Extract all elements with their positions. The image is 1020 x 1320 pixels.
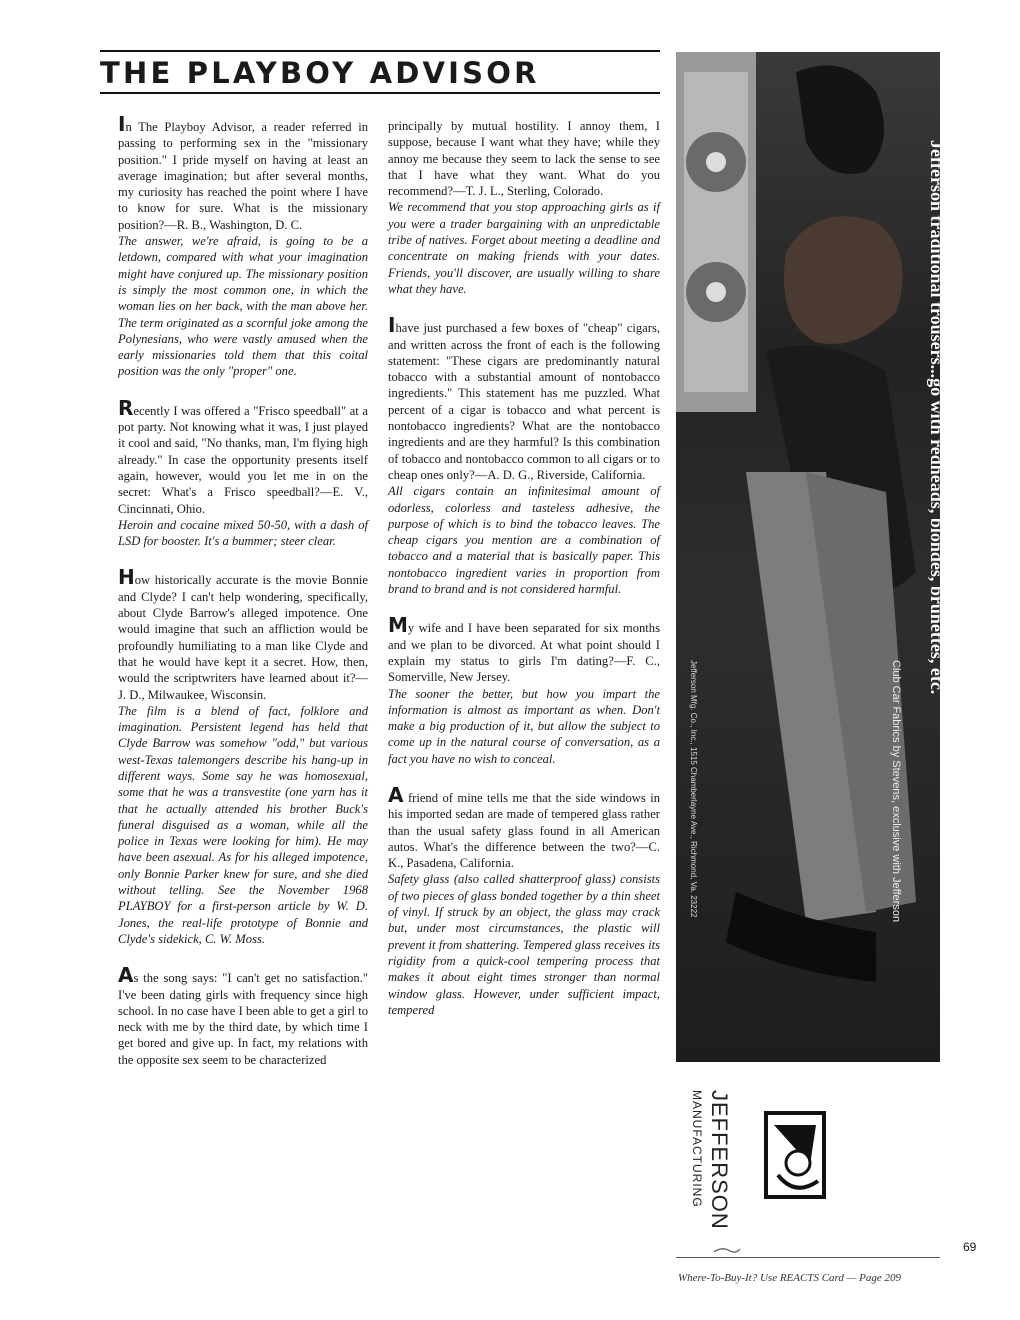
brand-logo-icon bbox=[760, 1105, 830, 1205]
page-title: THE PLAYBOY ADVISOR bbox=[100, 56, 540, 90]
article-column-1 bbox=[118, 112, 368, 1068]
ad-subline: Club Car Fabrics by Stevens, exclusive with Jefferson bbox=[890, 660, 902, 923]
drop-cap: M bbox=[388, 613, 408, 638]
answer-cigars: All cigars contain an infinitesimal amount of odorless, colorless and tasteless adhesive, the purpose of which is to bind the tobacco leaves. The cheap cigars you mention are a combination of tobacco and a material that is basically paper. This nontobacco ingredient varies in proportion from brand to brand and is not considered harmful. bbox=[388, 484, 660, 597]
drop-cap: R bbox=[118, 395, 134, 420]
ad-address: Jefferson Mfg. Co., Inc., 1515 Chamberlayne Ave., Richmond, Va. 23222 bbox=[689, 660, 698, 918]
title-bottom-rule bbox=[100, 92, 660, 94]
question-missionary: In The Playboy Advisor, a reader referred in passing to performing sex in the "missionary position." I pride myself on having at least an average imagination; but after several months, my curiosity has reached the point where I have to know for sure. What is the missionary position?—R. B., Washington, D. C. bbox=[118, 112, 368, 232]
brand-wordmark bbox=[692, 1090, 732, 1230]
answer-bonnie-clyde: The film is a blend of fact, folklore and imagination. Persistent legend has held that Clyde Barrow was somehow "odd," but various west-Texas talemongers describe his hang-up in different ways. Some say he was homosexual, some that he was a transvestite (one yarn has it that he actually attended his brother Buck's funeral disguised as a woman, while all the police in Texas were looking for him). He may have been asexual. As for his alleged impotence, only Bonnie Parker knew for sure, and she died without telling. See the November 1968 PLAYBOY for a first-person article by W. D. Jones, the real-life prototype of Bonnie and Clyde's sidekick, C. W. Moss. bbox=[118, 703, 368, 946]
brand-sub: MANUFACTURING bbox=[690, 1090, 704, 1208]
signature-mark bbox=[712, 1246, 742, 1254]
brand-name: JEFFERSON bbox=[707, 1090, 732, 1230]
question-cigars: Ihave just purchased a few boxes of "cheap" cigars, and written across the front of each is the following statement: "These cigars are predominantly natural tobacco with a substantial amount of nontobacco ingredients." This statement has me puzzled. What percent of a cigar is tobacco and what percent is nontobacco ingredients? What are the nontobacco ingredients and are they harmful? Is this combination of tobacco and nontobacco common to all cigars or to cheap ones only?—A. D. G., Riverside, California. bbox=[388, 313, 660, 482]
question-glass: A friend of mine tells me that the side windows in his imported sedan are made of tempered glass rather than the usual safety glass found in all American autos. What's the difference between the two?—C. K., Pasadena, California. bbox=[388, 782, 660, 871]
answer-divorce: The sooner the better, but how you impart the information is almost as important as when. Don't make a big production of it, but allow the subject to come up in the natural course of conversation, as a fact you have no wish to conceal. bbox=[388, 686, 660, 766]
drop-cap: A bbox=[388, 782, 404, 807]
drop-cap: H bbox=[118, 565, 135, 590]
question-bonnie-clyde: How historically accurate is the movie Bonnie and Clyde? I can't help wondering, specifically, about Clyde Barrow's alleged impotence. One would imagine that such an affliction would be profoundly humiliating to a man like Clyde and that he would have kept it a secret. How, then, would the scriptwriters have learned about it?—J. D., Milwaukee, Wisconsin. bbox=[118, 565, 368, 702]
question-divorce: My wife and I have been separated for six months and we plan to be divorced. At what point should I explain my status to girls I'm dating?—F. C., Somerville, New Jersey. bbox=[388, 613, 660, 685]
title-top-rule bbox=[100, 50, 660, 52]
page-footer: Where-To-Buy-It? Use REACTS Card — Page 209 bbox=[678, 1272, 902, 1284]
question-satisfaction-continued: principally by mutual hostility. I annoy them, I suppose, because I want what they have; while they annoy me because they seem to lack the sense to see that I have what they want. What do you recommend?—T. J. L., Sterling, Colorado. bbox=[388, 119, 660, 199]
page-number: 69 bbox=[963, 1240, 977, 1254]
article-column-2 bbox=[388, 118, 660, 1018]
answer-glass: Safety glass (also called shatterproof glass) consists of two pieces of glass bonded together by a thin sheet of vinyl. If struck by an object, the glass may crack but, under most circumstances, the plastic will prevent it from shattering. Tempered glass receives its rigidity from a quick-cool tempering process that makes it about eight times stronger than normal window glass. However, under sufficient impact, tempered bbox=[388, 872, 660, 1017]
ad-headline: Jefferson traditional trousers...go with redheads, blondes, brunettes, etc. bbox=[927, 140, 947, 695]
drop-cap: A bbox=[118, 963, 134, 988]
question-speedball: Recently I was offered a "Frisco speedball" at a pot party. Not knowing what it was, I just played it cool and said, "No thanks, man, I'm flying high already." In case the opportunity presents itself again, however, would you let me in on the secret: What's a Frisco speedball?—E. V., Cincinnati, Ohio. bbox=[118, 395, 368, 516]
ad-bottom-rule bbox=[676, 1257, 940, 1258]
answer-speedball: Heroin and cocaine mixed 50-50, with a dash of LSD for booster. It's a bummer; steer clear. bbox=[118, 517, 368, 549]
question-satisfaction: As the song says: "I can't get no satisfaction." I've been dating girls with frequency since high school. In no case have I been able to get a girl to neck with me by the third date, by which time I get bored and give up. In fact, my relations with the opposite sex seem to be characterized bbox=[118, 963, 368, 1067]
answer-satisfaction: We recommend that you stop approaching girls as if you were a trader bargaining with an unpredictable tribe of natives. Forget about meeting a deadline and concentrate on making friends with your dates. Friends, you'll discover, are usually willing to share what they have. bbox=[388, 200, 660, 296]
drop-cap: I bbox=[388, 313, 396, 338]
answer-missionary: The answer, we're afraid, is going to be a letdown, compared with what your imagination might have conjured up. The missionary position is simply the most common one, in which the woman lies on her back, with the man above her. The term originated as a scornful joke among the Polynesians, who were vastly amused when the early missionaries told them that this coital position was the only "proper" one. bbox=[118, 234, 368, 379]
drop-cap: I bbox=[118, 112, 126, 136]
